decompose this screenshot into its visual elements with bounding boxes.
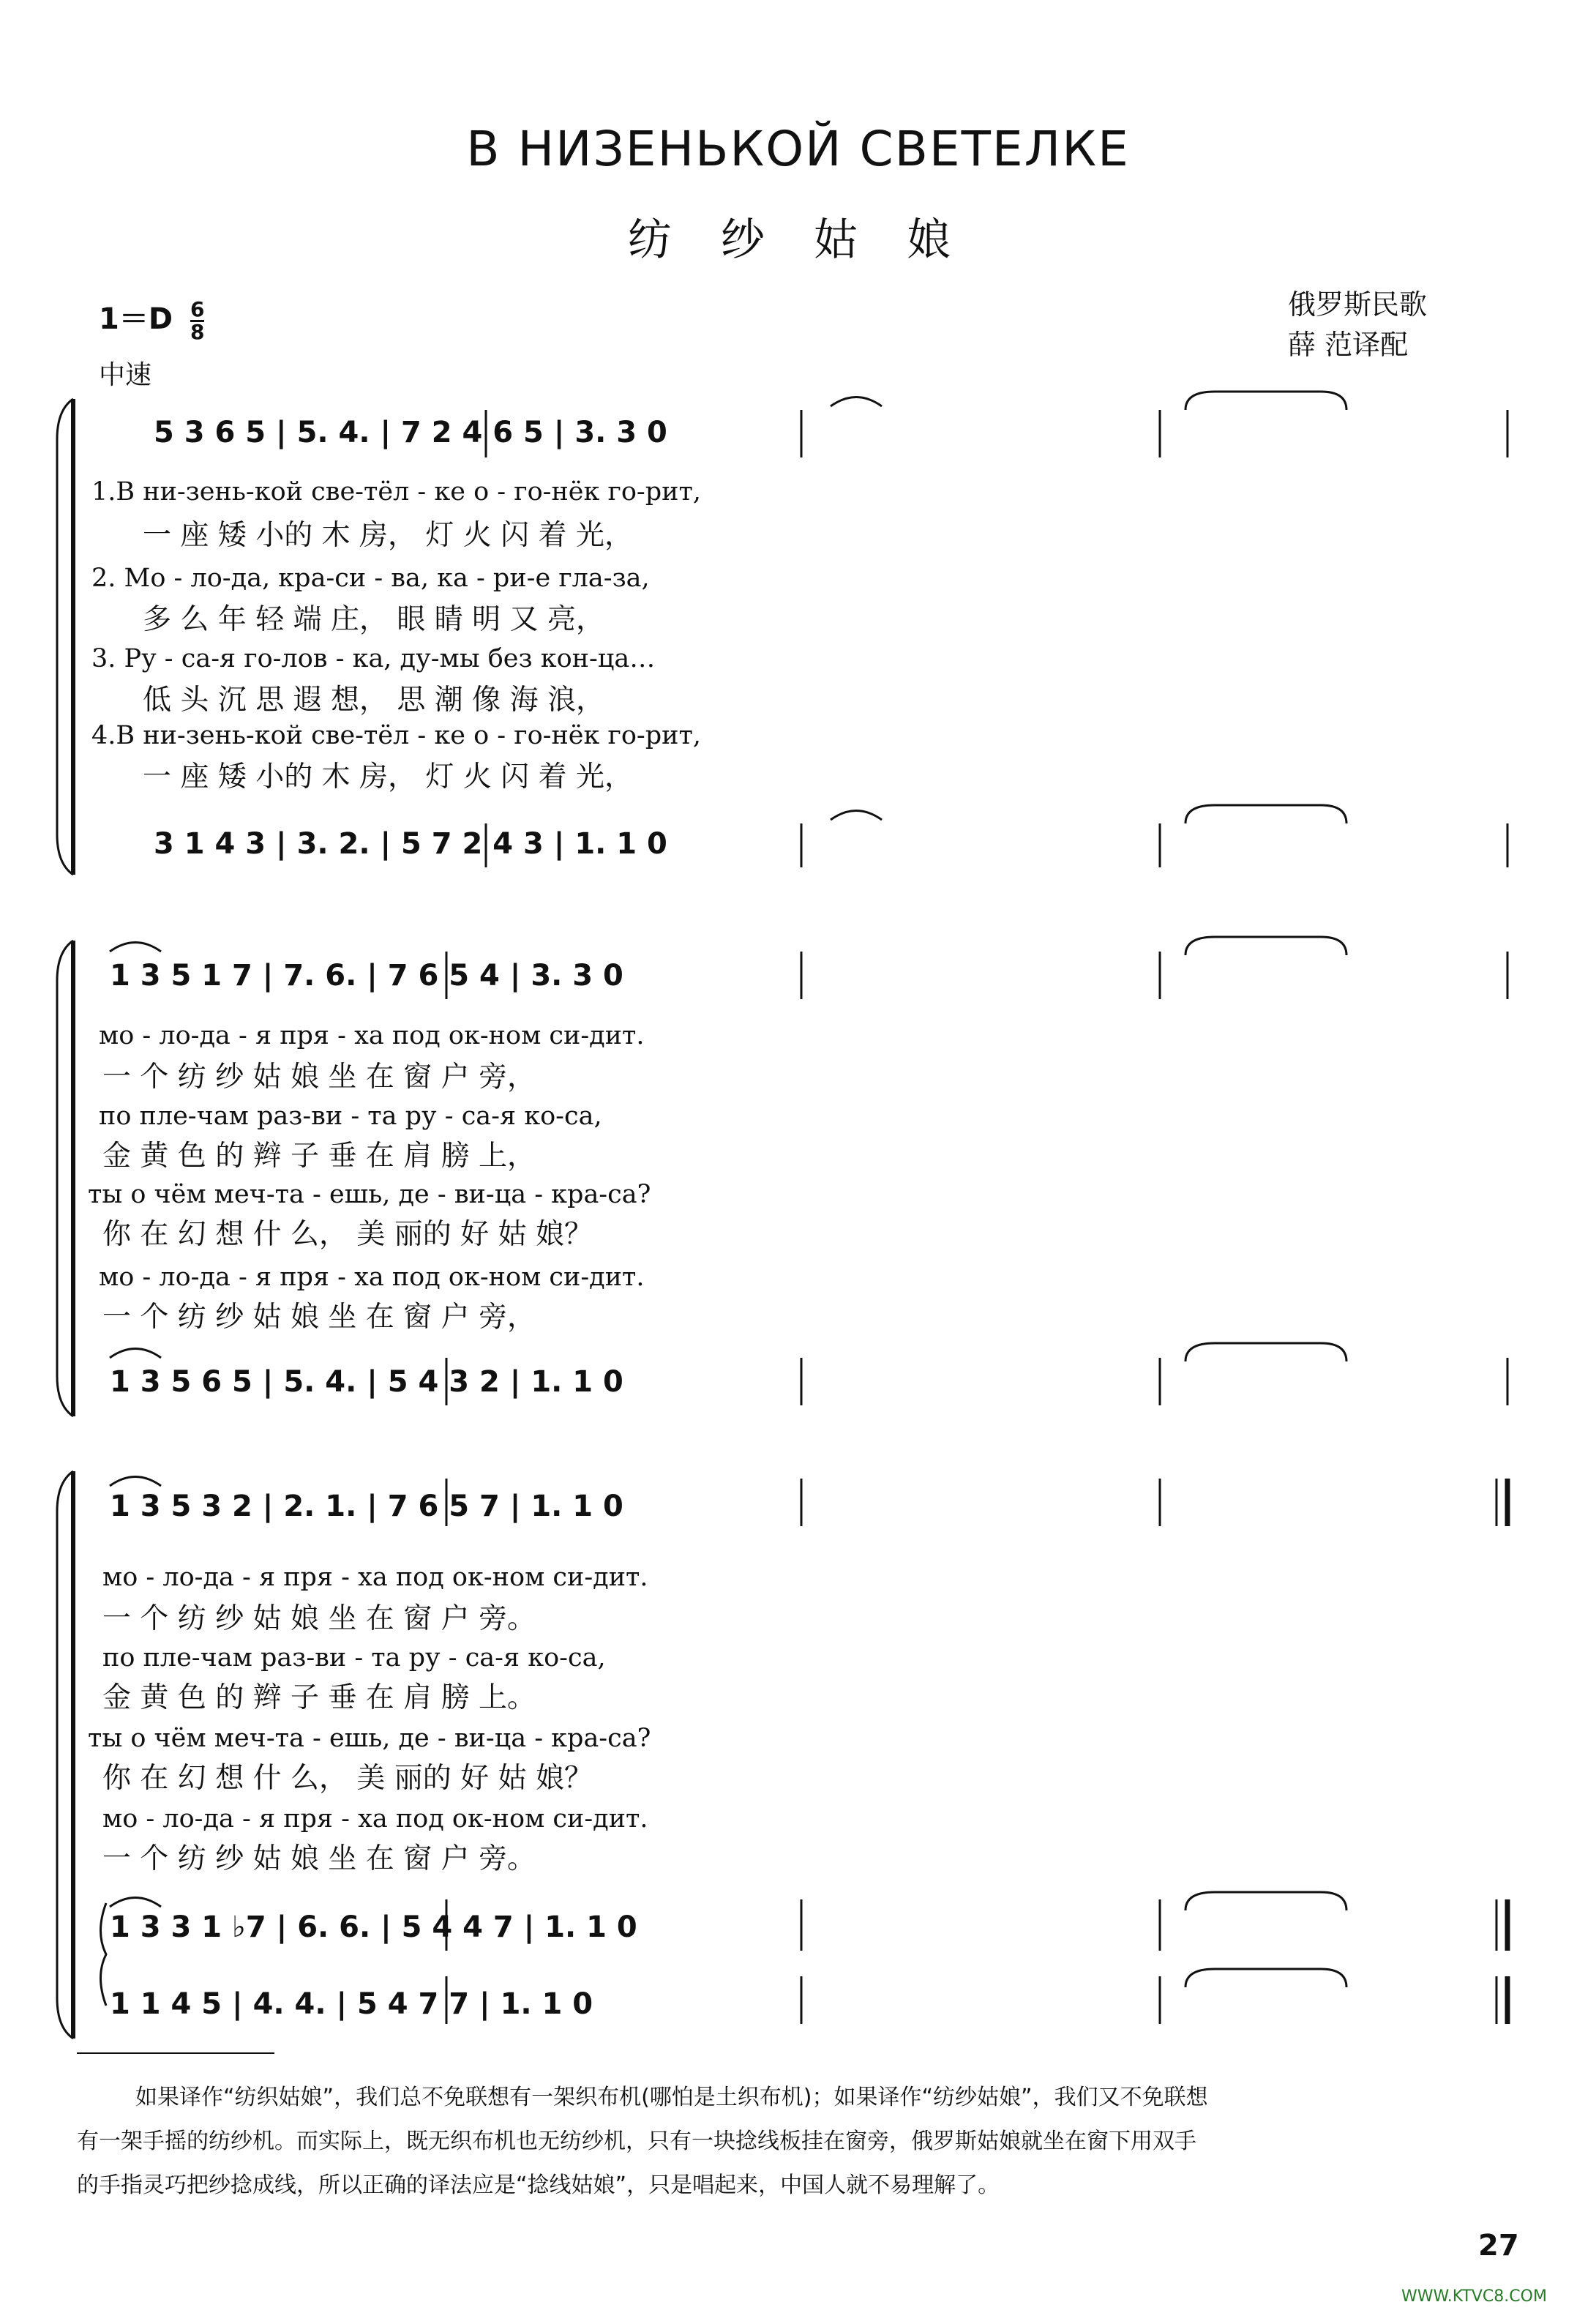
song-title-russian: В НИЗЕНЬКОЙ СВЕТЕЛКЕ bbox=[466, 121, 1130, 177]
tie bbox=[1185, 805, 1346, 823]
s1-v1-ru: 1.В ни-зень-кой све-тёл - ке о - го-нёк го-рит, bbox=[91, 477, 701, 507]
s3-v3-zh: 你 在 幻 想 什 么， 美 丽的 好 姑 娘？ bbox=[102, 1762, 593, 1795]
slur bbox=[110, 1898, 161, 1907]
slur bbox=[110, 1477, 161, 1487]
time-signature: $\frac{6}{8}$ bbox=[190, 296, 205, 344]
s1-v2-zh: 多 么 年 轻 端 庄， 眼 睛 明 又 亮， bbox=[143, 603, 604, 636]
slur bbox=[831, 397, 882, 407]
slur bbox=[110, 943, 161, 952]
tie bbox=[1185, 937, 1346, 955]
page-number: 27 bbox=[1478, 2229, 1519, 2262]
s2-v4-zh: 一 个 纺 纱 姑 娘 坐 在 窗 户 旁， bbox=[102, 1301, 536, 1334]
s3-v4-ru: мо - ло-да - я пря - ха под ок-ном си-дит. bbox=[102, 1804, 648, 1834]
slur bbox=[110, 1349, 161, 1359]
system-1-top-notes: 5 3 6 5 | 5. 4. | 7 2 4 6 5 | 3. 3 0 bbox=[154, 416, 667, 449]
footnote-line-1: 如果译作“纺织姑娘”，我们总不免联想有一架织布机(哪怕是土织布机)；如果译作“纺纱姑娘”，我们又不免联想 bbox=[135, 2085, 1208, 2110]
s3-v4-zh: 一 个 纺 纱 姑 娘 坐 在 窗 户 旁。 bbox=[102, 1842, 536, 1875]
s2-v4-ru: мо - ло-да - я пря - ха под ок-ном си-дит. bbox=[99, 1263, 645, 1292]
tie bbox=[1185, 392, 1346, 410]
s3-v1-ru: мо - ло-да - я пря - ха под ок-ном си-дит. bbox=[102, 1563, 648, 1592]
tie bbox=[1185, 1892, 1346, 1910]
system-3-top-notes: 1 3 5 3 2 | 2. 1. | 7 6 5 7 | 1. 1 0 bbox=[110, 1490, 623, 1523]
song-title-chinese: 纺 纱 姑 娘 bbox=[627, 214, 969, 266]
s1-v4-zh: 一 座 矮 小的 木 房， 灯 火 闪 着 光， bbox=[143, 761, 633, 793]
tie bbox=[1185, 1343, 1346, 1361]
s2-v2-ru: по пле-чам раз-ви - та ру - са-я ко-са, bbox=[99, 1102, 602, 1131]
system-1-bottom-notes: 3 1 4 3 | 3. 2. | 5 7 2 4 3 | 1. 1 0 bbox=[154, 827, 667, 861]
key-label: 1＝D bbox=[99, 302, 173, 336]
s2-v1-ru: мо - ло-да - я пря - ха под ок-ном си-дит. bbox=[99, 1021, 645, 1050]
footnote-line-2: 有一架手摇的纺纱机。而实际上，既无织布机也无纺纱机，只有一块捻线板挂在窗旁，俄罗斯姑娘就坐在窗下用双手 bbox=[77, 2129, 1196, 2154]
s2-v3-zh: 你 在 幻 想 什 么， 美 丽的 好 姑 娘？ bbox=[102, 1218, 593, 1251]
system-3-middle-notes: 1 3 3 1 ♭7 | 6. 6. | 5 4 4 7 | 1. 1 0 bbox=[110, 1910, 637, 1944]
watermark: WWW.KTVC8.COM bbox=[1401, 2287, 1547, 2306]
system-3-bracket bbox=[57, 1471, 73, 2039]
s1-v3-zh: 低 头 沉 思 遐 想， 思 潮 像 海 浪， bbox=[143, 684, 604, 717]
tempo-marking: 中速 bbox=[99, 360, 152, 390]
s1-v3-ru: 3. Ру - са-я го-лов - ка, ду-мы без кон-ца… bbox=[91, 644, 656, 673]
s2-v3-ru: ты о чём меч-та - ешь, де - ви-ца - кра-са? bbox=[88, 1180, 651, 1209]
translator-credit: 薛 范译配 bbox=[1288, 329, 1409, 361]
s3-v1-zh: 一 个 纺 纱 姑 娘 坐 在 窗 户 旁。 bbox=[102, 1602, 536, 1635]
s1-v1-zh: 一 座 矮 小的 木 房， 灯 火 闪 着 光， bbox=[143, 519, 633, 552]
system-3-bass-notes: 1 1 4 5 | 4. 4. | 5 4 7 7 | 1. 1 0 bbox=[110, 1987, 593, 2021]
system-2-top-notes: 1 3 5 1 7 | 7. 6. | 7 6 5 4 | 3. 3 0 bbox=[110, 959, 623, 993]
system-1-bracket bbox=[57, 399, 73, 875]
tie bbox=[1185, 1969, 1346, 1987]
s2-v1-zh: 一 个 纺 纱 姑 娘 坐 在 窗 户 旁， bbox=[102, 1061, 536, 1094]
s3-v2-ru: по пле-чам раз-ви - та ру - са-я ко-са, bbox=[102, 1643, 606, 1673]
system-3-inner-brace bbox=[101, 1903, 107, 2006]
s1-v4-ru: 4.В ни-зень-кой све-тёл - ке о - го-нёк го-рит, bbox=[91, 721, 701, 750]
s2-v2-zh: 金 黄 色 的 辫 子 垂 在 肩 膀 上， bbox=[102, 1140, 536, 1173]
footnote-line-3: 的手指灵巧把纱捻成线，所以正确的译法应是“捻线姑娘”，只是唱起来，中国人就不易理解了。 bbox=[77, 2172, 1000, 2198]
system-2-bracket bbox=[57, 941, 73, 1416]
slur bbox=[831, 811, 882, 821]
origin-credit: 俄罗斯民歌 bbox=[1288, 288, 1428, 321]
s3-v2-zh: 金 黄 色 的 辫 子 垂 在 肩 膀 上。 bbox=[102, 1681, 536, 1714]
s1-v2-ru: 2. Мо - ло-да, кра-си - ва, ка - ри-е гла-за, bbox=[91, 564, 650, 593]
s3-v3-ru: ты о чём меч-та - ешь, де - ви-ца - кра-са? bbox=[88, 1724, 651, 1753]
system-2-bottom-notes: 1 3 5 6 5 | 5. 4. | 5 4 3 2 | 1. 1 0 bbox=[110, 1365, 623, 1399]
